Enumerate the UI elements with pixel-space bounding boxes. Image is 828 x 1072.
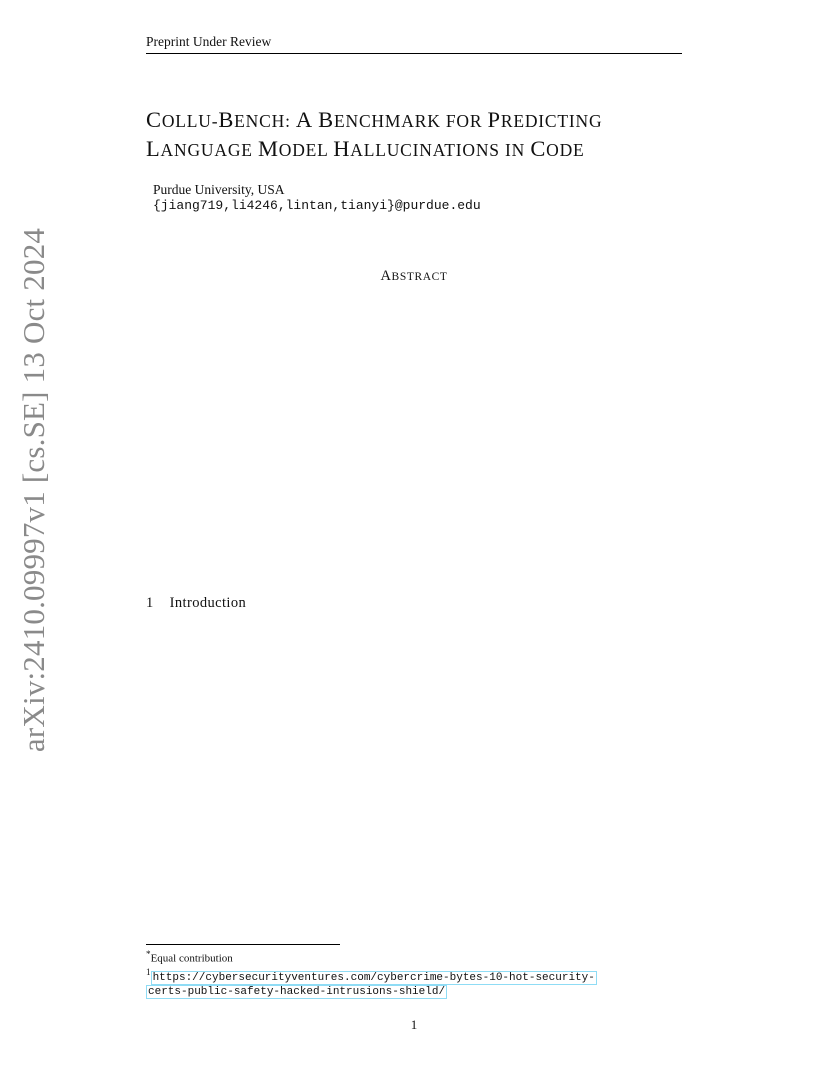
- section-number: 1: [146, 595, 154, 611]
- author-emails: {jiang719,li4246,lintan,tianyi}@purdue.edu: [153, 198, 481, 213]
- footnote-url-continued: [146, 985, 597, 1000]
- affiliation: Purdue University, USA: [153, 182, 285, 197]
- running-head: Preprint Under Review: [146, 34, 682, 54]
- title-line-2: LANGUAGE MODEL HALLUCINATIONS IN CODE: [146, 136, 585, 161]
- footnote-url-link-line-1[interactable]: https://cybersecurityventures.com/cybercrime-bytes-10-hot-security-: [152, 971, 595, 984]
- abstract-heading: ABSTRACT: [380, 268, 448, 284]
- footnote-text: Equal contribution: [150, 952, 233, 965]
- footnote-equal-contribution: [146, 948, 597, 966]
- footnote-mark: 1: [146, 967, 151, 978]
- author-block: [153, 182, 481, 214]
- footnote-url-link-line-2[interactable]: certs-public-safety-hacked-intrusions-shield/: [148, 986, 446, 999]
- footnote-mark: *: [146, 949, 151, 959]
- title-line-1: COLLU-BENCH: A BENCHMARK FOR PREDICTING: [146, 107, 603, 132]
- footnote-url: [146, 966, 597, 985]
- arxiv-identifier-text: arXiv:2410.09997v1 [cs.SE] 13 Oct 2024: [16, 227, 51, 753]
- page-number: 1: [410, 1017, 418, 1032]
- section-title: Introduction: [169, 595, 247, 611]
- footnotes: [146, 948, 597, 1000]
- section-heading: [146, 595, 246, 612]
- arxiv-identifier: [14, 227, 54, 753]
- paper-title: [146, 106, 691, 164]
- footnote-rule: [146, 944, 340, 945]
